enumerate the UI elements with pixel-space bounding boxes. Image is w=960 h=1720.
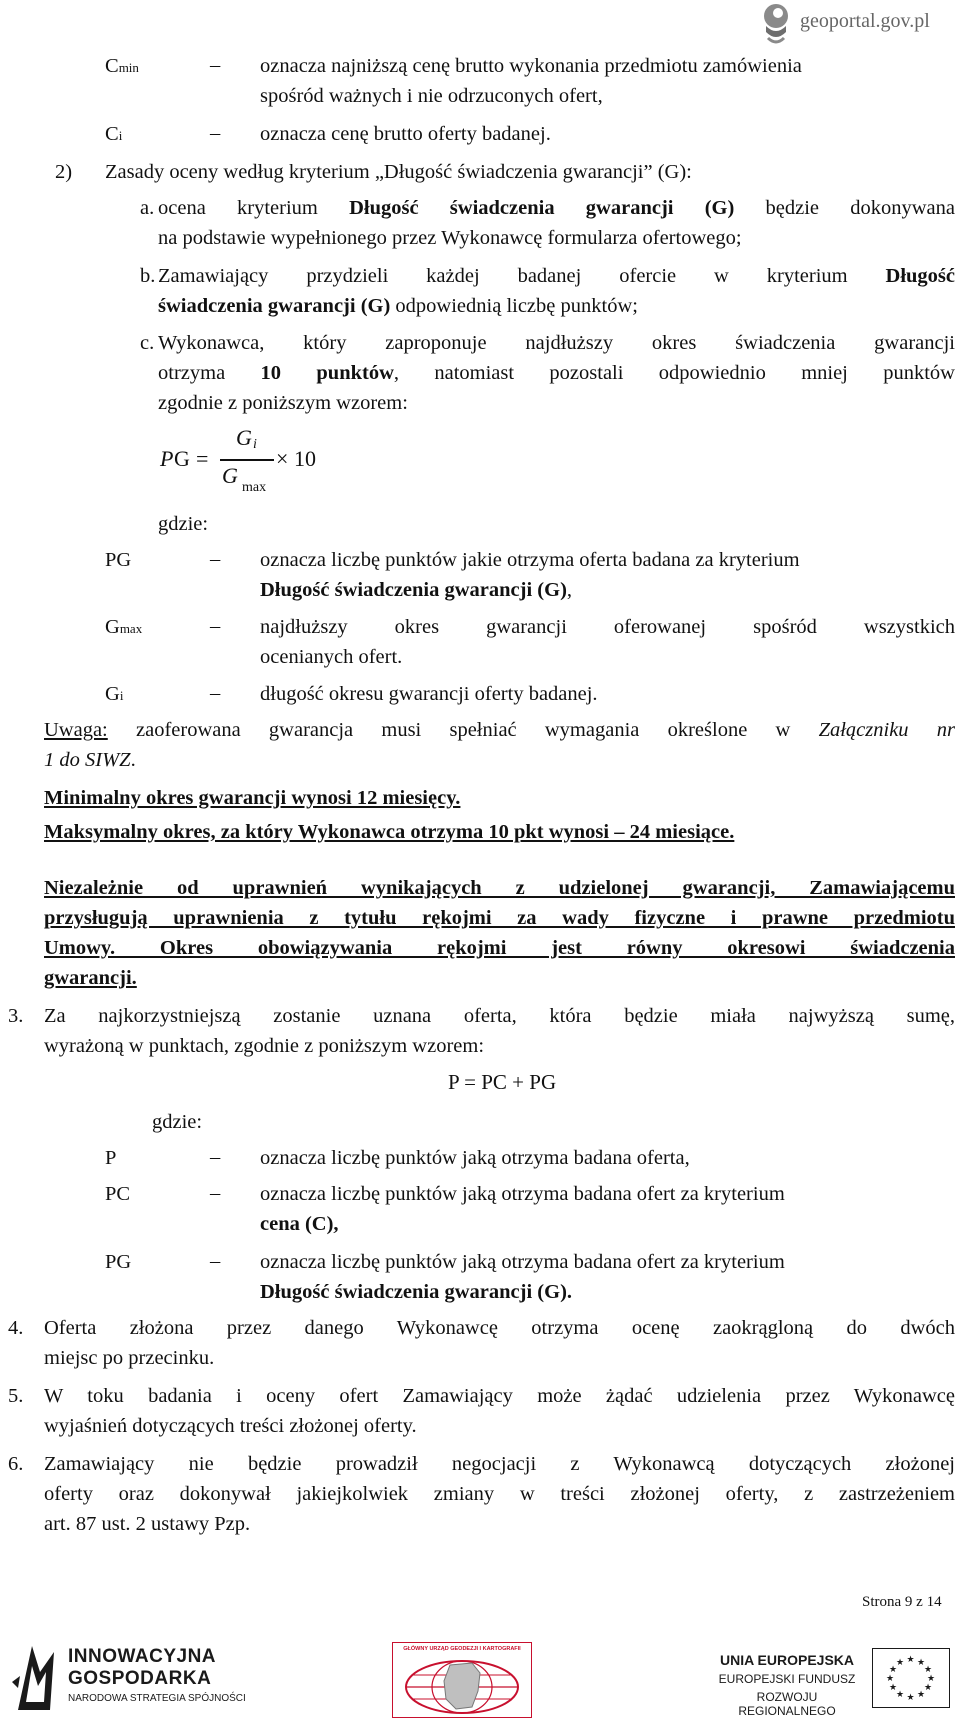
svg-text:★: ★ xyxy=(906,1655,915,1665)
def-dash: – xyxy=(210,615,221,637)
geoportal-g-icon xyxy=(760,2,792,48)
def-gmax-line1: najdłuższy okres gwarancji oferowanej spośród wszystkich xyxy=(260,616,955,638)
formula-pg: P G = G i G max × 10 xyxy=(160,425,316,495)
def-pc-symbol: PC xyxy=(105,1183,131,1205)
section3-line1: Za najkorzystniejszą zostanie uznana oferta, która będzie miała najwyższą sumę, xyxy=(44,1005,955,1027)
def-pc-line1: oznacza liczbę punktów jaką otrzyma badana ofert za kryterium xyxy=(260,1183,785,1205)
section6-line1: Zamawiający nie będzie prowadził negocjacji z Wykonawcą dotyczących złożonej xyxy=(44,1453,955,1475)
ig-line2: GOSPODARKA xyxy=(68,1668,212,1689)
def-pg-line1: oznacza liczbę punktów jakie otrzyma oferta badana za kryterium xyxy=(260,549,800,571)
item-b-line1: Zamawiający przydzieli każdej badanej ofercie w kryterium Długość xyxy=(158,265,955,287)
item-c-line2: otrzyma 10 punktów, natomiast pozostali odpowiednio mniej punktów xyxy=(158,362,955,384)
eu-flag-icon xyxy=(872,1648,950,1708)
section4-line2: miejsc po przecinku. xyxy=(44,1347,215,1369)
page-number: Strona 9 z 14 xyxy=(862,1594,942,1610)
rekojmia-line4: gwarancji. xyxy=(44,967,137,989)
def-dash: – xyxy=(210,548,221,570)
svg-text:★: ★ xyxy=(926,1674,936,1684)
def-dash: – xyxy=(210,1250,221,1272)
section6-line3: art. 87 ust. 2 ustawy Pzp. xyxy=(44,1513,251,1535)
section4-number: 4. xyxy=(8,1317,24,1339)
uwaga-line2: 1 do SIWZ. xyxy=(44,749,136,771)
def-cmin-line2: spośród ważnych i nie odrzuconych ofert, xyxy=(260,85,603,107)
innowacyjna-gospodarka-logo xyxy=(10,1640,250,1715)
min-period-note: Minimalny okres gwarancji wynosi 12 miesięcy. xyxy=(44,787,461,809)
def-pg3-line1: oznacza liczbę punktów jaką otrzyma badana ofert za kryterium xyxy=(260,1251,785,1273)
section4-line1: Oferta złożona przez danego Wykonawcę otrzyma ocenę zaokrągloną do dwóch xyxy=(44,1317,955,1339)
gugik-name: GŁÓWNY URZĄD GEODEZJI I KARTOGRAFII xyxy=(403,1646,521,1652)
section2-title: Zasady oceny według kryterium „Długość świadczenia gwarancji” (G): xyxy=(105,161,692,183)
max-period-note: Maksymalny okres, za który Wykonawca otrzyma 10 pkt wynosi – 24 miesiące. xyxy=(44,821,735,843)
svg-text:★: ★ xyxy=(916,1690,926,1700)
svg-text:★: ★ xyxy=(895,1690,905,1700)
def-p-symbol: P xyxy=(105,1147,117,1169)
section3-formula: P = PC + PG xyxy=(448,1070,557,1094)
def-gi-symbol: Gi xyxy=(105,683,124,705)
ue-line3: ROZWOJU REGIONALNEGO xyxy=(738,1690,836,1718)
item-b-line2: świadczenia gwarancji (G) odpowiednią liczbę punktów; xyxy=(158,295,638,317)
item-c-line1: Wykonawca, który zaproponuje najdłuższy okres świadczenia gwarancji xyxy=(158,332,955,354)
def-cmin-symbol: Cmin xyxy=(105,55,139,77)
def-pg3-symbol: PG xyxy=(105,1251,132,1273)
item-a-line2: na podstawie wypełnionego przez Wykonawcę formularza ofertowego; xyxy=(158,227,742,249)
section6-line2: oferty oraz dokonywał jakiejkolwiek zmiany w treści złożonej oferty, z zastrzeżeniem xyxy=(44,1483,955,1505)
def-p-line1: oznacza liczbę punktów jaką otrzyma badana oferta, xyxy=(260,1147,690,1169)
item-c-letter: c. xyxy=(140,332,155,354)
def-dash: – xyxy=(210,1182,221,1204)
section3-number: 3. xyxy=(8,1005,24,1027)
geoportal-logo xyxy=(760,2,960,48)
rekojmia-line3: Umowy. Okres obowiązywania rękojmi jest równy okresowi świadczenia xyxy=(44,937,955,959)
geoportal-site-name: geoportal.gov.pl xyxy=(800,10,930,32)
svg-text:★: ★ xyxy=(923,1665,933,1675)
def-ci-symbol: Ci xyxy=(105,123,123,145)
section5-line2: wyjaśnień dotyczących treści złożonej oferty. xyxy=(44,1415,417,1437)
ig-line3: NARODOWA STRATEGIA SPÓJNOŚCI xyxy=(68,1693,246,1704)
svg-text:★: ★ xyxy=(916,1658,926,1668)
svg-text:★: ★ xyxy=(906,1693,915,1703)
section5-line1: W toku badania i oceny ofert Zamawiający może żądać udzielenia przez Wykonawcę xyxy=(44,1385,955,1407)
svg-text:★: ★ xyxy=(888,1665,898,1675)
ue-line2: EUROPEJSKI FUNDUSZ xyxy=(718,1672,856,1686)
rekojmia-line2: przysługują uprawnienia z tytułu rękojmi za wady fizyczne i prawne przedmiotu xyxy=(44,907,955,929)
def-pc-line2: cena (C), xyxy=(260,1213,339,1235)
gugik-globe-icon xyxy=(402,1655,522,1715)
def-dash: – xyxy=(210,54,221,76)
def-ci-line1: oznacza cenę brutto oferty badanej. xyxy=(260,123,551,145)
item-a-line1: ocena kryterium Długość świadczenia gwarancji (G) będzie dokonywana xyxy=(158,197,955,219)
rekojmia-line1: Niezależnie od uprawnień wynikających z udzielonej gwarancji, Zamawiającemu xyxy=(44,877,955,899)
item-c-line3: zgodnie z poniższym wzorem: xyxy=(158,392,408,414)
svg-text:★: ★ xyxy=(895,1658,905,1668)
gdzie-label: gdzie: xyxy=(158,513,209,535)
section3-gdzie: gdzie: xyxy=(152,1111,203,1133)
eu-stars-icon xyxy=(873,1649,948,1706)
def-pg-line2: Długość świadczenia gwarancji (G), xyxy=(260,579,573,601)
def-gmax-line2: ocenianych ofert. xyxy=(260,646,403,668)
def-pg-symbol: PG xyxy=(105,549,132,571)
item-a-letter: a. xyxy=(140,197,155,219)
def-dash: – xyxy=(210,122,221,144)
def-cmin-line1: oznacza najniższą cenę brutto wykonania przedmiotu zamówienia xyxy=(260,55,802,77)
section5-number: 5. xyxy=(8,1385,24,1407)
ig-flame-icon xyxy=(10,1642,62,1712)
ig-line1: INNOWACYJNA xyxy=(68,1646,217,1667)
item-b-letter: b. xyxy=(140,265,156,287)
ue-logo xyxy=(700,1648,955,1716)
svg-text:★: ★ xyxy=(923,1683,933,1693)
section6-number: 6. xyxy=(8,1453,24,1475)
svg-text:★: ★ xyxy=(885,1674,895,1684)
def-dash: – xyxy=(210,682,221,704)
def-gi-line1: długość okresu gwarancji oferty badanej. xyxy=(260,683,598,705)
svg-text:★: ★ xyxy=(888,1683,898,1693)
section3-line2: wyrażoną w punktach, zgodnie z poniższym wzorem: xyxy=(44,1035,485,1057)
def-pg3-line2: Długość świadczenia gwarancji (G). xyxy=(260,1281,573,1303)
def-dash: – xyxy=(210,1146,221,1168)
fraction-bar xyxy=(220,459,274,461)
def-gmax-symbol: Gmax xyxy=(105,616,143,638)
gugik-logo xyxy=(392,1642,532,1718)
section2-number: 2) xyxy=(55,161,73,183)
ue-line1: UNIA EUROPEJSKA xyxy=(719,1652,855,1668)
uwaga-line1: Uwaga: zaoferowana gwarancja musi spełniać wymagania określone w Załączniku nr xyxy=(44,719,956,741)
